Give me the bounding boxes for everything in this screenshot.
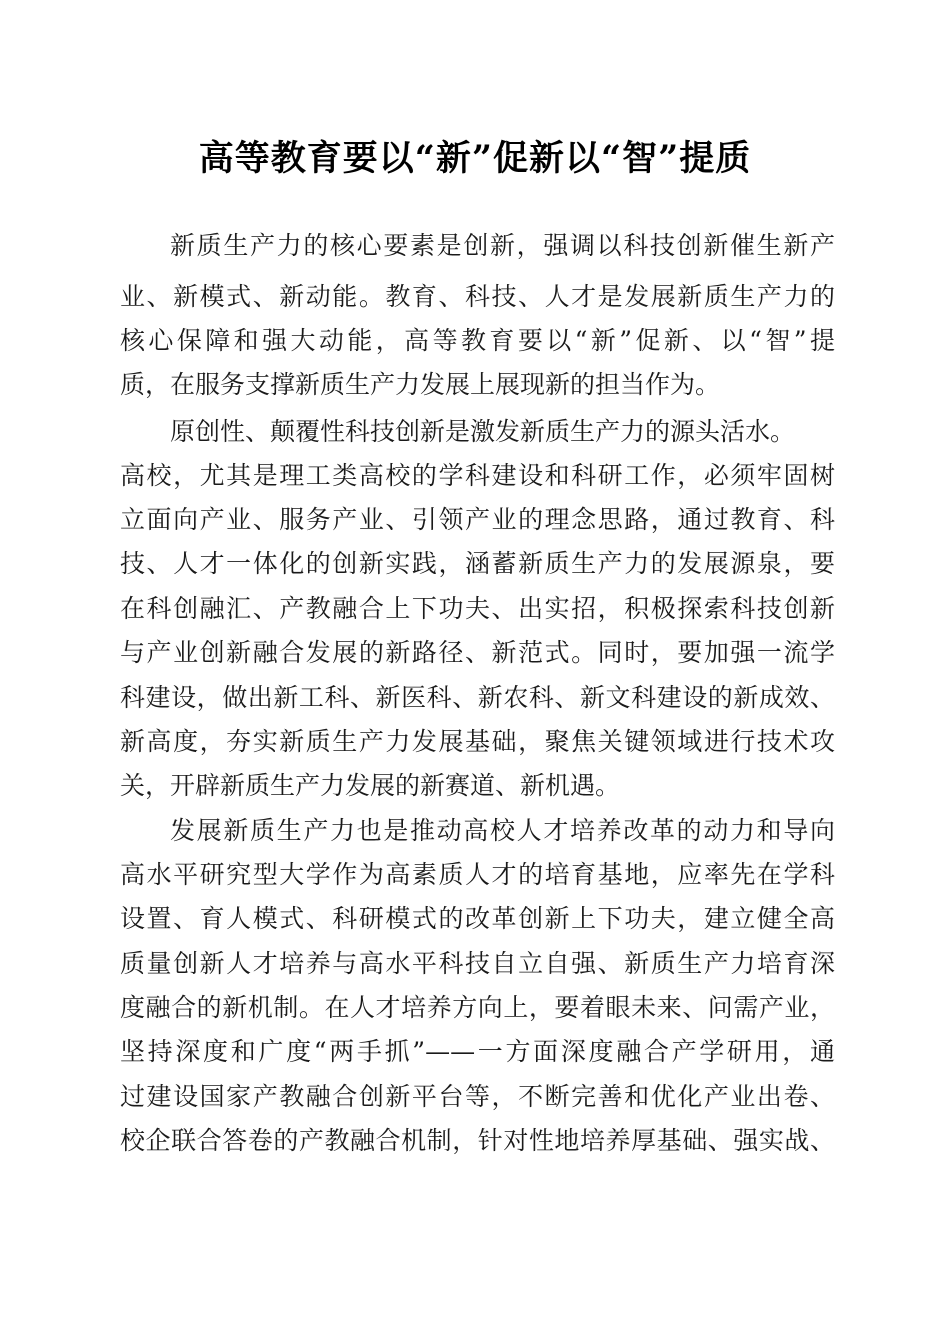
paragraph-line: 与产业创新融合发展的新路径、新范式。同时，要加强一流学 bbox=[120, 638, 835, 667]
paragraph-line: 原创性、颠覆性科技创新是激发新质生产力的源头活水。 bbox=[170, 417, 796, 446]
paragraph-line: 设置、育人模式、科研模式的改革创新上下功夫，建立健全高 bbox=[120, 904, 835, 933]
paragraph-line: 高校，尤其是理工类高校的学科建设和科研工作，必须牢固树 bbox=[120, 461, 835, 490]
paragraph-line: 新高度，夯实新质生产力发展基础，聚焦关键领域进行技术攻 bbox=[120, 727, 835, 756]
paragraph-line: 坚持深度和广度“两手抓”——一方面深度融合产学研用，通 bbox=[120, 1037, 835, 1066]
paragraph-line: 高水平研究型大学作为高素质人才的培育基地，应率先在学科 bbox=[120, 860, 835, 889]
paragraph-line: 立面向产业、服务产业、引领产业的理念思路，通过教育、科 bbox=[120, 505, 835, 534]
paragraph-line: 技、人才一体化的创新实践，涵蓄新质生产力的发展源泉，要 bbox=[120, 549, 835, 578]
paragraph-line: 业、新模式、新动能。教育、科技、人才是发展新质生产力的 bbox=[120, 282, 835, 311]
document-title: 高等教育要以“新”促新以“智”提质 bbox=[198, 138, 752, 179]
paragraph-line: 新质生产力的核心要素是创新，强调以科技创新催生新产 bbox=[170, 231, 835, 260]
paragraph-line: 关，开辟新质生产力发展的新赛道、新机遇。 bbox=[120, 771, 621, 800]
paragraph-line: 度融合的新机制。在人才培养方向上，要着眼未来、问需产业， bbox=[120, 993, 835, 1022]
paragraph-line: 发展新质生产力也是推动高校人才培养改革的动力和导向 bbox=[170, 816, 835, 845]
paragraph-line: 核心保障和强大动能，高等教育要以“新”促新、以“智”提 bbox=[120, 326, 835, 355]
paragraph-line: 科建设，做出新工科、新医科、新农科、新文科建设的新成效、 bbox=[120, 683, 835, 712]
paragraph-line: 质量创新人才培养与高水平科技自立自强、新质生产力培育深 bbox=[120, 949, 835, 978]
paragraph-line: 质，在服务支撑新质生产力发展上展现新的担当作为。 bbox=[120, 370, 721, 399]
paragraph-line: 在科创融汇、产教融合上下功夫、出实招，积极探索科技创新 bbox=[120, 594, 835, 623]
paragraph-line: 过建设国家产教融合创新平台等，不断完善和优化产业出卷、 bbox=[120, 1082, 835, 1111]
paragraph-line: 校企联合答卷的产教融合机制，针对性地培养厚基础、强实战、 bbox=[120, 1126, 835, 1155]
